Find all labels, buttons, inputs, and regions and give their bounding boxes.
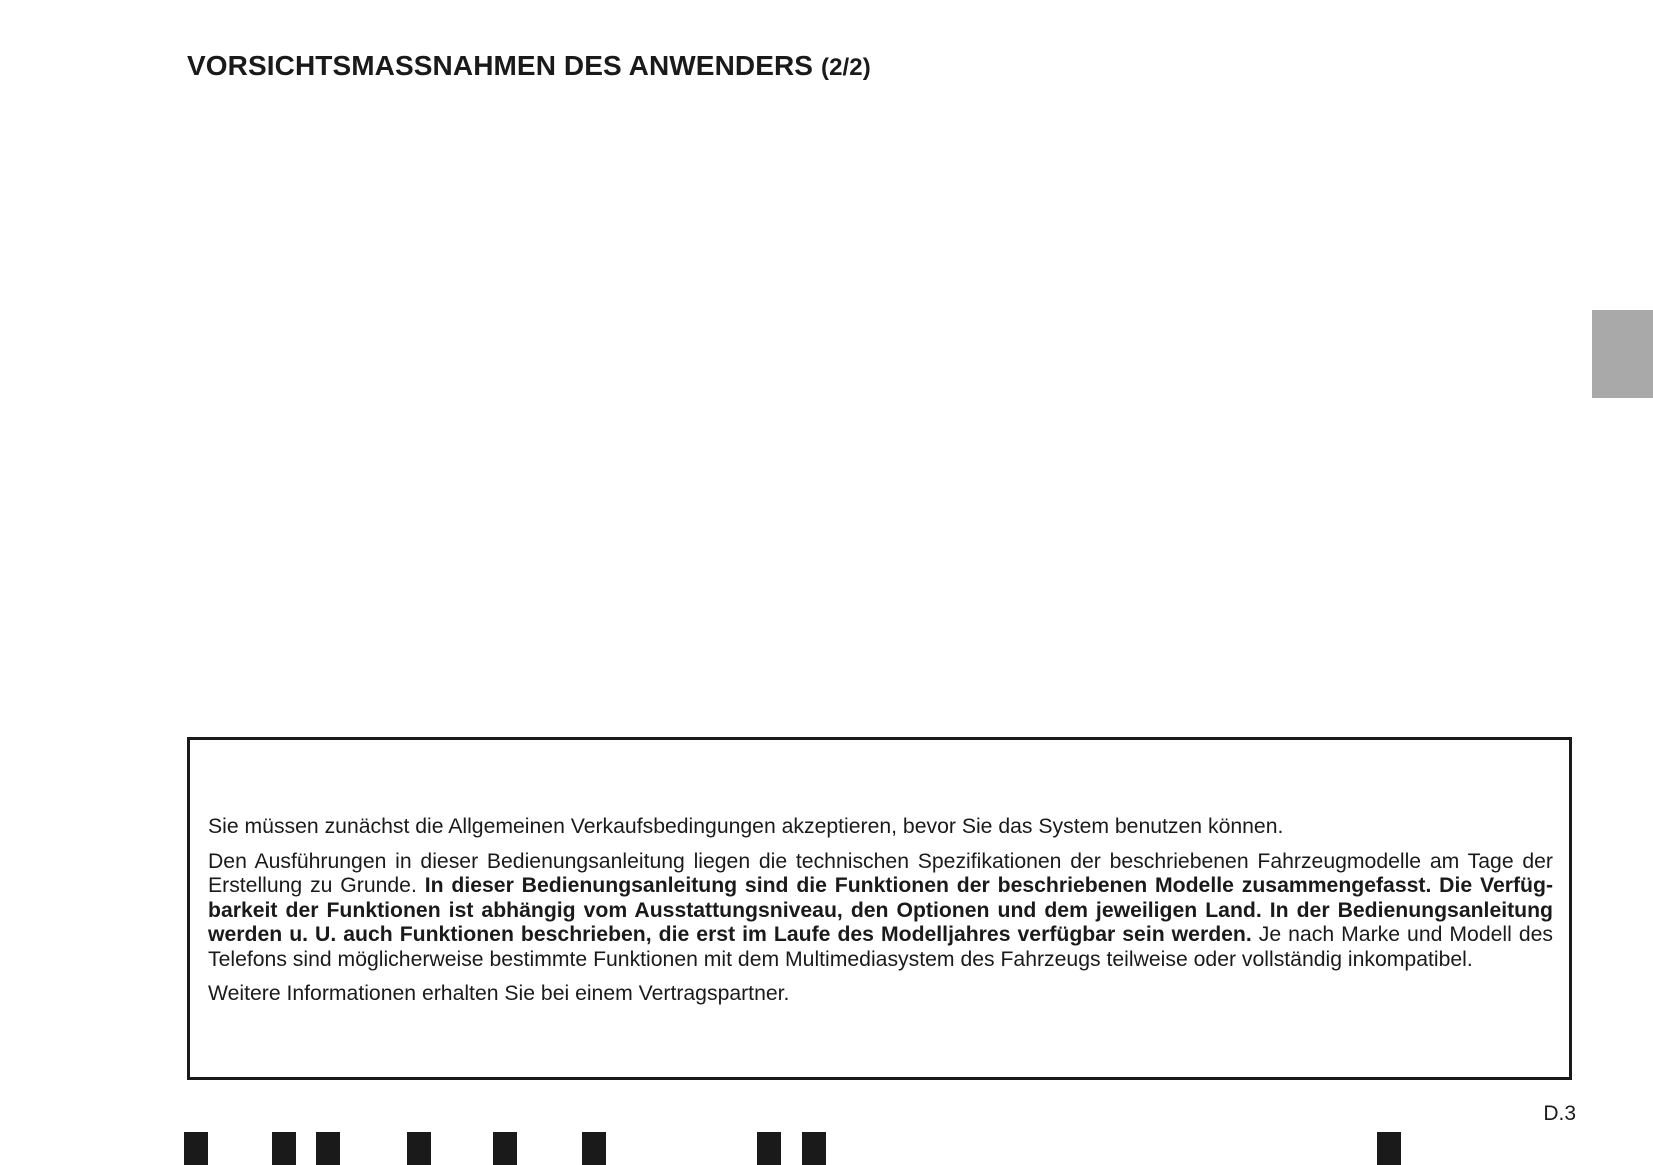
print-marker	[272, 1132, 296, 1165]
notice-paragraph-specifications	[208, 850, 1553, 973]
notice-box	[187, 737, 1572, 1080]
specs-text-start: Den Ausführungen in dieser Bedienungsanleitung liegen die technischen Spezifikationen der beschriebenen Fahrzeugmodelle am Tage der Erstellung zu Grunde.	[208, 849, 1553, 897]
specs-text-end: Je nach Marke und Modell des Telefons sind möglicherweise bestimmte Funktionen mit dem Multimediasystem des Fahrzeugs teilweise oder vollständig inkompatibel.	[208, 923, 1554, 971]
print-marker	[407, 1132, 431, 1165]
page-title-text: VORSICHTSMASSNAHMEN DES ANWENDERS	[187, 50, 814, 81]
section-tab-marker	[1592, 310, 1653, 398]
print-marker	[1377, 1132, 1401, 1165]
print-marker	[802, 1132, 826, 1165]
notice-paragraph-terms: Sie müssen zunächst die Allgemeinen Verkaufsbedingungen akzeptieren, bevor Sie das System benutzen können.	[208, 815, 1284, 838]
print-marker	[316, 1132, 340, 1165]
page-number: D.3	[1543, 1102, 1576, 1125]
page-part-indicator: (2/2)	[820, 54, 871, 81]
notice-paragraph-contact: Weitere Informationen erhalten Sie bei einem Vertragspartner.	[208, 982, 790, 1005]
page-title	[187, 50, 871, 82]
print-marker	[493, 1132, 517, 1165]
specs-text-bold: In dieser Bedienungsanleitung sind die Funktionen der beschriebenen Modelle zusammengefasst. Die Verfügbarkeit der Funktionen ist abhängig vom Ausstattungsniveau, den Optionen und dem jeweiligen Land. In der Bedienungsanleitung werden u. U. auch Funktionen beschrieben, die erst im Laufe des Modelljahres verfügbar sein werden.	[208, 874, 1553, 946]
print-marker	[582, 1132, 606, 1165]
print-marker	[757, 1132, 781, 1165]
print-marker	[184, 1132, 208, 1165]
